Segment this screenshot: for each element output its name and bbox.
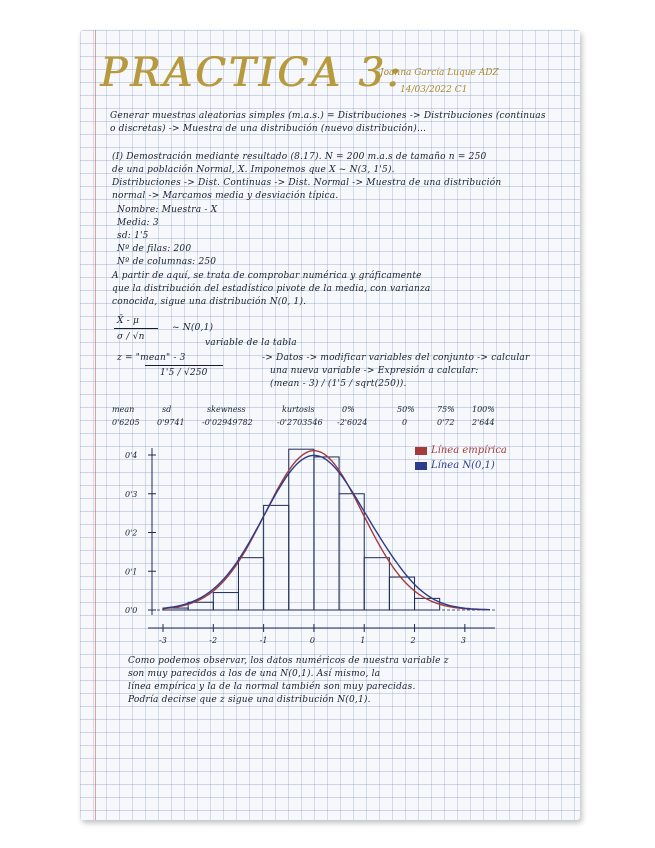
stat-header: 100% — [472, 405, 495, 414]
stat-header: mean — [112, 405, 135, 414]
pivot-denominator: σ / √n — [117, 332, 145, 342]
x-tick-label: -2 — [209, 636, 218, 645]
date-group: 14/03/2022 C1 — [400, 85, 468, 95]
legend-label-empirical: Línea empírica — [431, 445, 507, 456]
conclusion-line-2: son muy parecidos a los de una N(0,1). Así mismo, la — [128, 669, 381, 679]
x-tick-label: 2 — [410, 636, 416, 645]
table-variable-note: variable de la tabla — [205, 338, 297, 348]
section1-line-1: (I) Demostración mediante resultado (8.17). N = 200 m.a.s de tamaño n = 250 — [112, 152, 487, 162]
param-sd: sd: 1'5 — [117, 231, 149, 241]
page-title: PRACTICA 3: — [100, 50, 404, 96]
stat-value: 0'6205 — [112, 418, 140, 427]
section1-line-3: Distribuciones -> Dist. Continuas -> Dist. Normal -> Muestra de una distribución — [112, 178, 502, 188]
intro-line-2: o discretas) -> Muestra de una distribución (nuevo distribución)... — [110, 124, 427, 134]
stat-header: sd — [162, 405, 172, 414]
z-denominator: 1'5 / √250 — [160, 368, 208, 378]
stat-value: 0 — [402, 418, 408, 427]
section2-line-1: A partir de aquí, se trata de comprobar numérica y gráficamente — [112, 271, 422, 281]
stat-value: 2'644 — [472, 418, 495, 427]
stat-header: 75% — [437, 405, 455, 414]
conclusion-line-1: Como podemos observar, los datos numéricos de nuestra variable z — [128, 656, 449, 666]
y-tick-label: 0'3 — [125, 489, 138, 499]
stat-value: -0'2703546 — [277, 418, 323, 427]
stat-header: skewness — [207, 405, 246, 414]
x-tick-label: -1 — [259, 636, 268, 645]
section1-line-2: de una población Normal, X. Imponemos que X ~ N(3, 1'5). — [112, 165, 395, 175]
y-tick-label: 0'4 — [125, 451, 138, 460]
param-rows: Nº de filas: 200 — [117, 244, 192, 254]
stat-value: -0'02949782 — [202, 418, 253, 427]
section2-line-2: que la distribución del estadístico pivote de la media, con varianza — [112, 284, 431, 294]
empirical-density-line — [163, 451, 490, 610]
z-step-1: -> Datos -> modificar variables del conjunto -> calcular — [262, 353, 530, 363]
pivot-distribution: ~ N(0,1) — [172, 323, 214, 333]
histogram-bar — [289, 449, 314, 610]
param-mean: Media: 3 — [117, 218, 159, 228]
histogram-bar — [213, 593, 238, 610]
x-tick-label: 1 — [360, 636, 366, 645]
param-cols: Nº de columnas: 250 — [117, 257, 217, 267]
pivot-numerator: X̄ - μ — [117, 316, 140, 326]
stat-value: 0'9741 — [157, 418, 185, 427]
y-tick-label: 0'0 — [125, 606, 138, 615]
legend-label-normal: Línea N(0,1) — [431, 460, 495, 471]
x-tick-label: 3 — [460, 636, 466, 645]
histogram-bar — [238, 558, 263, 610]
conclusion-line-3: línea empírica y la de la normal también son muy parecidas. — [128, 682, 416, 692]
y-tick-label: 0'1 — [125, 567, 138, 577]
x-tick-label: -3 — [159, 636, 167, 645]
stat-header: 0% — [342, 405, 355, 414]
stat-header: kurtosis — [282, 405, 315, 414]
z-step-3: (mean - 3) / (1'5 / sqrt(250)). — [270, 379, 407, 389]
intro-line-1: Generar muestras aleatorias simples (m.a.s.) = Distribuciones -> Distribuciones (continuas — [110, 111, 546, 121]
stat-header: 50% — [397, 405, 415, 414]
z-step-2: una nueva variable -> Expresión a calcular: — [270, 366, 479, 376]
histogram-bar — [364, 558, 389, 610]
histogram-bar — [314, 457, 339, 610]
section1-line-4: normal -> Marcamos media y desviación típica. — [112, 191, 339, 201]
y-tick-label: 0'2 — [125, 528, 138, 538]
author-name: Joanna García Luque ADZ — [380, 68, 499, 78]
x-tick-label: 0 — [309, 636, 316, 645]
stat-value: -2'6024 — [337, 418, 368, 427]
stat-value: 0'72 — [437, 418, 455, 427]
z-numerator: z = "mean" - 3 — [117, 353, 186, 363]
histogram-bar — [264, 505, 289, 610]
histogram-bar — [389, 577, 414, 610]
histogram-bar — [339, 494, 364, 610]
conclusion-line-4: Podría decirse que z sigue una distribución N(0,1). — [128, 695, 371, 705]
section2-line-3: conocida, sigue una distribución N(0, 1). — [112, 297, 307, 307]
param-name: Nombre: Muestra - X — [117, 205, 218, 215]
normal-density-line — [163, 455, 490, 609]
